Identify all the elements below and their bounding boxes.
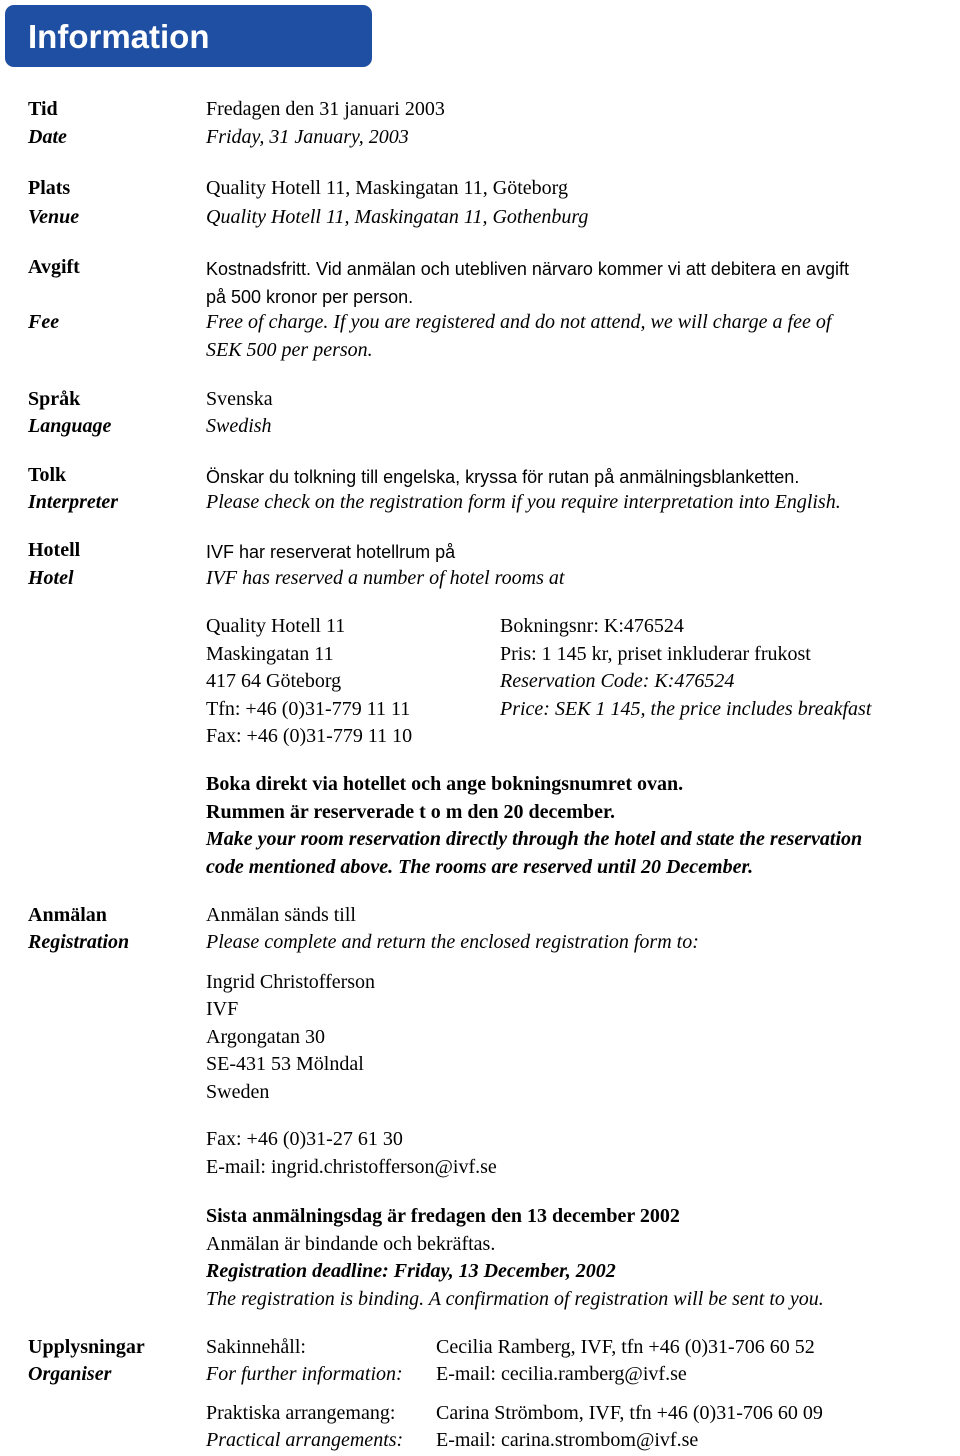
hotel-label-sv: Hotell bbox=[28, 539, 81, 561]
hotel-address-line: 417 64 Göteborg bbox=[206, 670, 342, 692]
deadline-en: Registration deadline: Friday, 13 December, 2002 bbox=[206, 1260, 616, 1282]
binding-sv: Anmälan är bindande och bekräftas. bbox=[206, 1233, 496, 1255]
venue-label-en: Venue bbox=[28, 206, 80, 228]
fee-label-sv: Avgift bbox=[28, 256, 80, 278]
date-label-sv: Tid bbox=[28, 98, 58, 120]
registration-address-line: IVF bbox=[206, 998, 239, 1020]
practical-email: E-mail: carina.strombom@ivf.se bbox=[436, 1429, 699, 1451]
content-email: E-mail: cecilia.ramberg@ivf.se bbox=[436, 1363, 687, 1385]
booking-price-en: Price: SEK 1 145, the price includes breakfast bbox=[500, 698, 872, 720]
hotel-note-en-2: code mentioned above. The rooms are reserved until 20 December. bbox=[206, 856, 754, 878]
header-banner bbox=[5, 5, 372, 67]
interpreter-text-sv: Önskar du tolkning till engelska, kryssa för rutan på anmälningsblanketten. bbox=[206, 467, 800, 487]
registration-intro-en: Please complete and return the enclosed registration form to: bbox=[206, 931, 699, 953]
practical-label-en: Practical arrangements: bbox=[206, 1429, 404, 1451]
registration-email: E-mail: ingrid.christofferson@ivf.se bbox=[206, 1156, 497, 1178]
hotel-note-sv-2: Rummen är reserverade t o m den 20 december. bbox=[206, 801, 615, 823]
date-value-en: Friday, 31 January, 2003 bbox=[206, 126, 409, 148]
registration-address-line: Argongatan 30 bbox=[206, 1026, 326, 1048]
page-title: Information bbox=[28, 18, 210, 55]
organiser-label-sv: Upplysningar bbox=[28, 1336, 145, 1358]
content-label-en: For further information: bbox=[206, 1363, 403, 1385]
binding-en: The registration is binding. A confirmation of registration will be sent to you. bbox=[206, 1288, 824, 1310]
hotel-label-en: Hotel bbox=[28, 567, 74, 589]
interpreter-label-en: Interpreter bbox=[28, 491, 118, 513]
interpreter-text-en: Please check on the registration form if you require interpretation into English. bbox=[206, 491, 841, 513]
registration-address-line: Sweden bbox=[206, 1081, 270, 1103]
venue-label-sv: Plats bbox=[28, 177, 71, 199]
hotel-address-line: Maskingatan 11 bbox=[206, 643, 334, 665]
practical-label-sv: Praktiska arrangemang: bbox=[206, 1402, 396, 1424]
registration-label-en: Registration bbox=[28, 931, 130, 953]
hotel-intro-sv: IVF har reserverat hotellrum på bbox=[206, 542, 456, 562]
interpreter-label-sv: Tolk bbox=[28, 464, 67, 486]
language-label-sv: Språk bbox=[28, 388, 81, 410]
language-label-en: Language bbox=[28, 415, 112, 437]
date-value-sv: Fredagen den 31 januari 2003 bbox=[206, 98, 445, 120]
content-label-sv: Sakinnehåll: bbox=[206, 1336, 306, 1358]
hotel-note-sv-1: Boka direkt via hotellet och ange bokningsnumret ovan. bbox=[206, 773, 684, 795]
booking-price-sv: Pris: 1 145 kr, priset inkluderar frukost bbox=[500, 643, 811, 665]
hotel-intro-en: IVF has reserved a number of hotel rooms at bbox=[206, 567, 565, 589]
fee-label-en: Fee bbox=[28, 311, 60, 333]
hotel-note-en-1: Make your room reservation directly through the hotel and state the reservation bbox=[206, 828, 863, 850]
fee-text-en-2: SEK 500 per person. bbox=[206, 339, 373, 361]
fee-text-sv-2: på 500 kronor per person. bbox=[206, 287, 414, 307]
registration-address-line: SE-431 53 Mölndal bbox=[206, 1053, 364, 1075]
venue-value-sv: Quality Hotell 11, Maskingatan 11, Göteborg bbox=[206, 177, 568, 199]
organiser-label-en: Organiser bbox=[28, 1363, 112, 1385]
language-value-en: Swedish bbox=[206, 415, 272, 437]
language-value-sv: Svenska bbox=[206, 388, 273, 410]
registration-address-line: Ingrid Christofferson bbox=[206, 971, 376, 993]
fee-text-sv-1: Kostnadsfritt. Vid anmälan och utebliven närvaro kommer vi att debitera en avgift bbox=[206, 259, 850, 279]
venue-value-en: Quality Hotell 11, Maskingatan 11, Gothenburg bbox=[206, 206, 589, 228]
deadline-sv: Sista anmälningsdag är fredagen den 13 december 2002 bbox=[206, 1205, 680, 1227]
practical-contact: Carina Strömbom, IVF, tfn +46 (0)31-706 60 09 bbox=[436, 1402, 823, 1424]
fee-text-en-1: Free of charge. If you are registered and do not attend, we will charge a fee of bbox=[206, 311, 832, 333]
registration-fax: Fax: +46 (0)31-27 61 30 bbox=[206, 1128, 403, 1150]
hotel-address-line: Quality Hotell 11 bbox=[206, 615, 346, 637]
content-contact: Cecilia Ramberg, IVF, tfn +46 (0)31-706 60 52 bbox=[436, 1336, 815, 1358]
registration-label-sv: Anmälan bbox=[28, 904, 107, 926]
hotel-phone: Tfn: +46 (0)31-779 11 11 bbox=[206, 698, 411, 720]
date-label-en: Date bbox=[28, 126, 67, 148]
booking-code-en: Reservation Code: K:476524 bbox=[500, 670, 735, 692]
hotel-fax: Fax: +46 (0)31-779 11 10 bbox=[206, 725, 413, 747]
booking-code-sv: Bokningsnr: K:476524 bbox=[500, 615, 684, 637]
registration-intro-sv: Anmälan sänds till bbox=[206, 904, 356, 926]
